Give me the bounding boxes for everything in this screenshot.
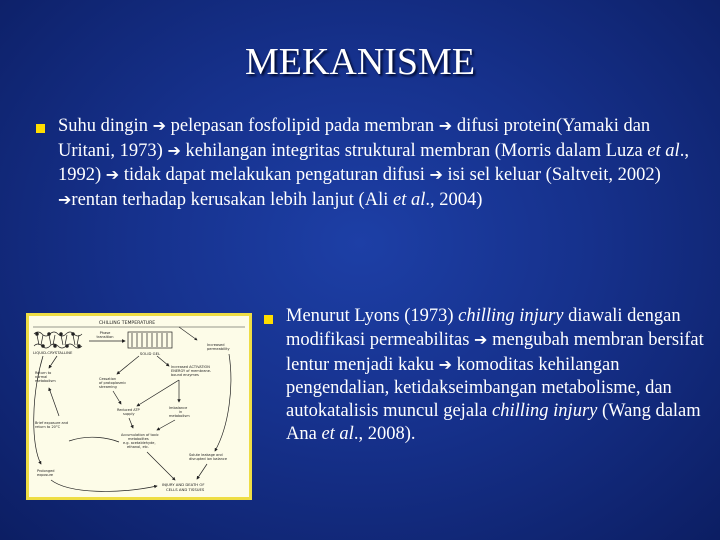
text-run: kehilangan integritas struktural membran (Morris dalam Luza [180,140,648,161]
paragraph-mechanism-sequence [58,114,692,212]
arrow-right-icon: ➔ [474,330,488,350]
paragraph-lyons [286,305,706,447]
label-brief-1: Brief exposure and [35,421,69,425]
label-accumulation-1: Accumulation of toxic [121,433,159,437]
label-solid-gel: SOLID GEL [139,351,161,356]
label-prolonged-exposure: exposure [37,473,54,477]
label-cessation-2: of protoplasmic [99,381,127,385]
arrow-right-icon: ➔ [152,116,166,135]
text-run: tidak dapat melakukan pengaturan difusi [119,165,430,185]
chilling-injury-diagram [26,313,252,500]
arrow-right-icon: ➔ [105,165,120,184]
arrow-right-icon: ➔ [438,116,453,135]
text-run: Suhu dingin [58,116,153,136]
text-run: Menurut Lyons (1973) [286,306,459,326]
et-al-italic: et al [321,424,354,445]
label-brief-2: return to 20°C [35,425,61,429]
arrow-right-icon: ➔ [438,354,452,374]
label-transition: transition [96,335,114,339]
arrow-right-icon: ➔ [58,189,72,209]
label-return-1: Return to [35,371,52,375]
label-imbalance-in: in [179,410,183,414]
text-run: mengubah membran bersifat lentur menjadi kaku [286,330,704,375]
label-imbalance: Imbalance [169,406,188,410]
liquid-membrane-icon [34,332,82,348]
label-accumulation-4: ethanol, etc. [127,445,150,449]
text-run: (Wang dalam Ana [286,401,701,445]
term-italic: chilling injury [458,306,564,326]
arrow-right-icon: ➔ [429,165,443,184]
diagram-svg [29,316,249,497]
text-run: diawali dengan modifikasi permeabilitas [286,306,681,351]
slide-title: MEKANISME [244,41,476,83]
label-activation-2: ENERGY of membrane- [171,369,212,373]
et-al-italic: et al [392,189,426,210]
et-al-italic: et al [647,140,680,161]
label-cessation-3: streaming [99,385,117,389]
label-permeability: permeability [207,347,230,351]
text-run: ., 2008). [353,424,416,445]
text-run: isi sel keluar (Saltveit, 2002) [442,165,661,185]
label-phase: Phase [99,331,111,335]
label-accumulation-2: metabolites [128,437,149,441]
label-injury-1: INJURY AND DEATH OF [162,482,205,487]
label-increased: Increased [207,343,225,347]
bullet-icon [36,124,45,133]
text-run: komoditas kehilangan pengendalian, ketidakseimbangan metabolisme, dan autokatalisis muncul gejala [286,354,672,422]
label-injury-2: CELLS AND TISSUES [166,487,205,492]
label-activation-1: Increased ACTIVATION [171,365,210,369]
label-cessation-1: Cessation [99,377,117,381]
term-italic: chilling injury [492,401,598,422]
text-run: rentan terhadap kerusakan lebih lanjut (Ali [71,189,393,210]
text-run: ., 1992) [58,140,689,185]
label-imbalance-metabolism: metabolism [169,414,190,418]
label-solute-1: Solute leakage and [189,453,223,457]
arrow-right-icon: ➔ [167,140,181,160]
diagram-header: CHILLING TEMPERATURE [98,321,156,326]
solid-gel-membrane-icon [128,332,172,348]
label-solute-2: disrupted ion balance [189,457,227,461]
label-liquid-crystalline: LIQUID-CRYSTALLINE [33,350,73,355]
label-return-3: metabolism [35,379,56,383]
bullet-icon [264,315,273,324]
label-atp-supply: supply [123,412,135,416]
label-return-2: normal [35,375,48,379]
label-activation-3: bound enzymes [171,373,199,377]
text-run: ., 2004) [425,189,483,210]
label-accumulation-3: e.g. acetaldehyde, [123,441,156,445]
label-reduced-atp: Reduced ATP [117,408,140,412]
text-run: pelepasan fosfolipid pada membran [165,116,439,136]
text-run: difusi protein(Yamaki dan Uritani, 1973) [58,116,651,161]
label-prolonged: Prolonged [37,469,55,473]
